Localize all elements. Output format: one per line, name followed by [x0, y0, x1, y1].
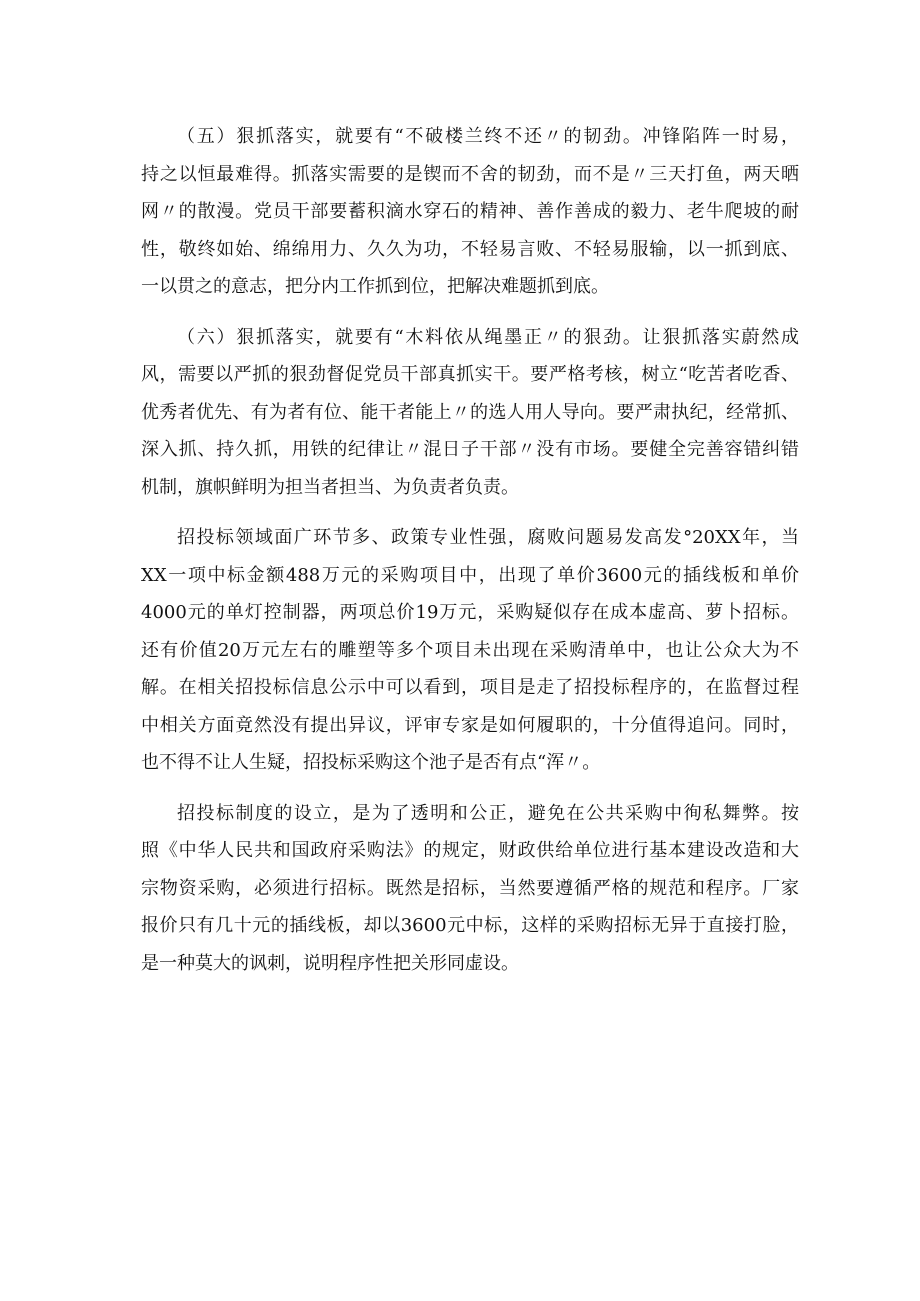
- paragraph-bidding-case: [141, 519, 799, 782]
- text-line: （五）狠抓落实，就要有“不破楼兰终不还〃的韧劲。冲锋陷阵一时易，: [177, 126, 799, 147]
- paragraph-6: [141, 319, 799, 507]
- text-line: 照《中华人民共和国政府采购法》的规定，财政供给单位进行基本建设改造和大: [141, 840, 799, 861]
- text-line: 是一种莫大的讽刺，说明程序性把关形同虚设。: [141, 952, 519, 974]
- text-line: 优秀者优先、有为者有位、能干者能上〃的选人用人导向。要严肃执纪，经常抓、: [141, 401, 799, 423]
- text-line: 风，需要以严抓的狠劲督促党员干部真抓实干。要严格考核，树立“吃苦者吃香、: [141, 364, 799, 385]
- text-line: 中相关方面竟然没有提出异议，评审专家是如何履职的，十分值得追问。同时，: [141, 714, 799, 736]
- text-line: 一以贯之的意志，把分内工作抓到位，把解决难题抓到底。: [141, 276, 609, 297]
- paragraph-5: [141, 118, 799, 306]
- text-line: 也不得不让人生疑，招投标采购这个池子是否有点“浑〃。: [141, 752, 601, 773]
- text-line: 解。在相关招投标信息公示中可以看到，项目是走了招投标程序的，在监督过程: [141, 677, 799, 698]
- text-line: 招投标领域面广环节多、政策专业性强，腐败问题易发高发°20XX年，当: [177, 527, 799, 548]
- text-line: 招投标制度的设立，是为了透明和公正，避免在公共采购中徇私舞弊。按: [177, 802, 799, 824]
- document-body: [141, 118, 799, 995]
- text-line: 深入抓、持久抓，用铁的纪律让〃混日子干部〃没有市场。要健全完善容错纠错: [141, 439, 799, 460]
- text-line: 机制，旗帜鲜明为担当者担当、为负责者负责。: [141, 476, 519, 498]
- text-line: 持之以恒最难得。抓落实需要的是锲而不舍的韧劲，而不是〃三天打鱼，两天晒: [141, 163, 799, 185]
- text-line: 报价只有几十元的插线板，却以3600元中标，这样的采购招标无异于直接打脸，: [141, 915, 799, 936]
- text-line: 4000元的单灯控制器，两项总价19万元，采购疑似存在成本虚高、萝卜招标。: [141, 602, 799, 623]
- paragraph-bidding-system: [141, 795, 799, 983]
- text-line: 性，敬终如始、绵绵用力、久久为功，不轻易言败、不轻易服输，以一抓到底、: [141, 238, 799, 260]
- text-line: 宗物资采购，必须进行招标。既然是招标，当然要遵循严格的规范和程序。厂家: [141, 877, 799, 899]
- text-line: （六）狠抓落实，就要有“木料依从绳墨正〃的狠劲。让狠抓落实蔚然成: [177, 326, 799, 348]
- text-line: 网〃的散漫。党员干部要蓄积滴水穿石的精神、善作善成的毅力、老牛爬坡的耐: [141, 201, 799, 222]
- text-line: 还有价值20万元左右的雕塑等多个项目未出现在采购清单中，也让公众大为不: [141, 639, 799, 661]
- text-line: XX一项中标金额488万元的采购项目中，出现了单价3600元的插线板和单价: [141, 564, 799, 586]
